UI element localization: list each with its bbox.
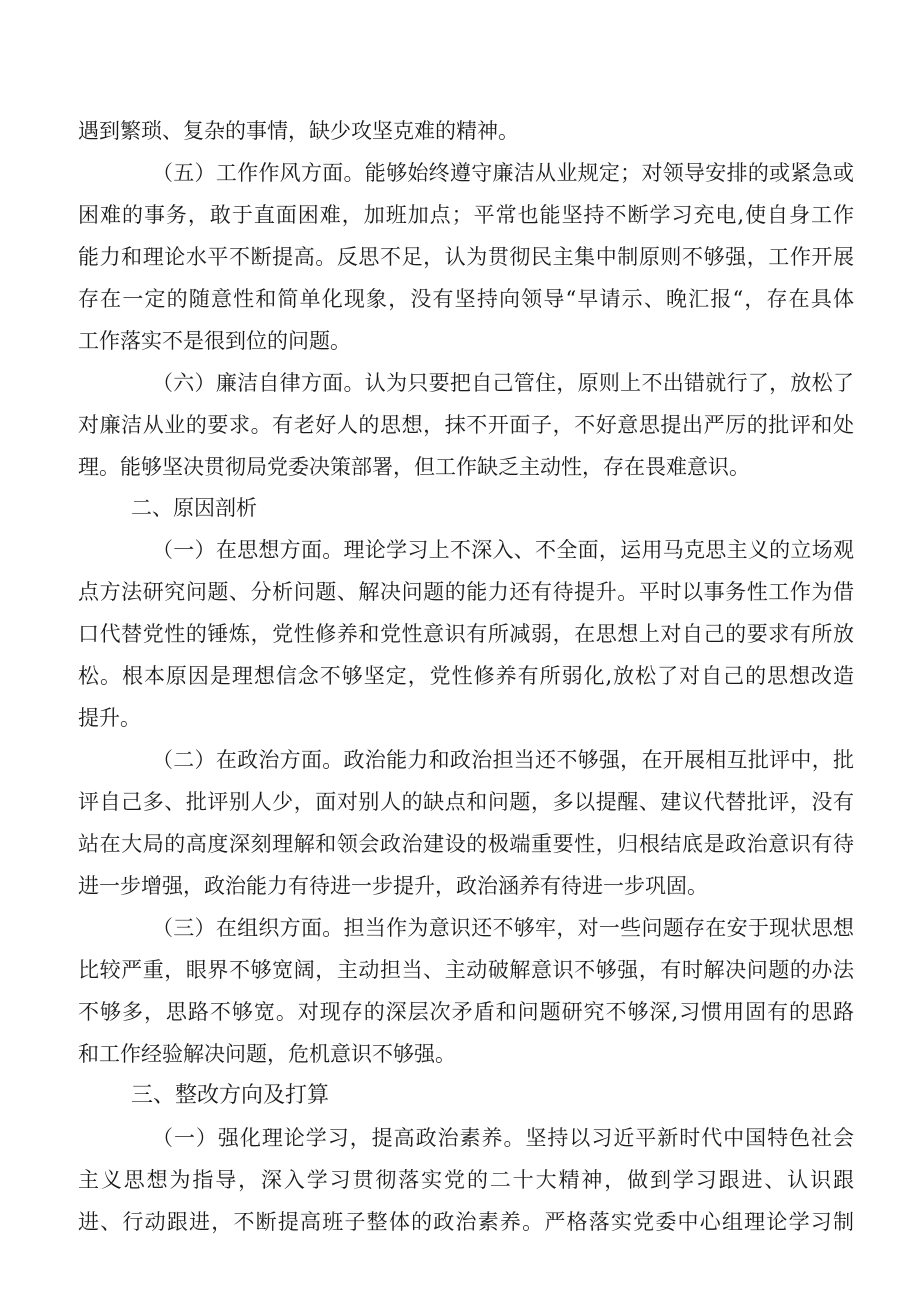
paragraph-line: 能力和理论水平不断提高。反思不足，认为贯彻民主集中制原则不够强，工作开展 (78, 245, 854, 269)
section-heading: 二、原因剖析 (131, 496, 257, 520)
paragraph-line: 理。能够坚决贯彻局党委决策部署，但工作缺乏主动性，存在畏难意识。 (78, 455, 750, 479)
paragraph-line: （二）在政治方面。政治能力和政治担当还不够强，在开展相互批评中，批 (152, 748, 854, 772)
paragraph-line: 存在一定的随意性和简单化现象，没有坚持向领导“早请示、晚汇报“，存在具体 (78, 287, 854, 311)
paragraph-line: 遇到繁琐、复杂的事情，缺少攻坚克难的精神。 (78, 119, 519, 143)
paragraph-line: 主义思想为指导，深入学习贯彻落实党的二十大精神，做到学习跟进、认识跟 (78, 1168, 854, 1192)
paragraph-line: 松。根本原因是理想信念不够坚定，党性修养有所弱化,放松了对自己的思想改造 (78, 664, 854, 688)
paragraph-line: 口代替党性的锤炼，党性修养和党性意识有所减弱，在思想上对自己的要求有所放 (78, 622, 854, 646)
paragraph-line: 对廉洁从业的要求。有老好人的思想，抹不开面子，不好意思提出严厉的批评和处 (78, 413, 854, 437)
paragraph-line: 工作落实不是很到位的问题。 (78, 329, 351, 353)
paragraph-line: 困难的事务，敢于直面困难，加班加点；平常也能坚持不断学习充电,使自身工作 (78, 203, 854, 227)
paragraph-line: 站在大局的高度深刻理解和领会政治建设的极端重要性，归根结底是政治意识有待 (78, 832, 854, 856)
paragraph-line: 点方法研究问题、分析问题、解决问题的能力还有待提升。平时以事务性工作为借 (78, 580, 854, 604)
paragraph-line: （一）强化理论学习，提高政治素养。坚持以习近平新时代中国特色社会 (152, 1126, 854, 1150)
paragraph-line: 进、行动跟进，不断提高班子整体的政治素养。严格落实党委中心组理论学习制 (78, 1210, 854, 1234)
paragraph-line: （五）工作作风方面。能够始终遵守廉洁从业规定；对领导安排的或紧急或 (152, 161, 854, 185)
section-heading: 三、整改方向及打算 (131, 1083, 330, 1108)
paragraph-line: 评自己多、批评别人少，面对别人的缺点和问题，多以提醒、建议代替批评，没有 (78, 790, 854, 814)
paragraph-line: （六）廉洁自律方面。认为只要把自己管住，原则上不出错就行了，放松了 (152, 371, 854, 395)
paragraph-line: 和工作经验解决问题，危机意识不够强。 (78, 1042, 456, 1066)
paragraph-line: （三）在组织方面。担当作为意识还不够牢，对一些问题存在安于现状思想 (152, 916, 854, 940)
paragraph-line: （一）在思想方面。理论学习上不深入、不全面，运用马克思主义的立场观 (152, 538, 854, 562)
paragraph-line: 进一步增强，政治能力有待进一步提升，政治涵养有待进一步巩固。 (78, 874, 708, 898)
paragraph-line: 提升。 (78, 706, 141, 730)
paragraph-line: 比较严重，眼界不够宽阔，主动担当、主动破解意识不够强，有时解决问题的办法 (78, 958, 854, 982)
paragraph-line: 不够多，思路不够宽。对现存的深层次矛盾和问题研究不够深,习惯用固有的思路 (78, 1000, 854, 1024)
